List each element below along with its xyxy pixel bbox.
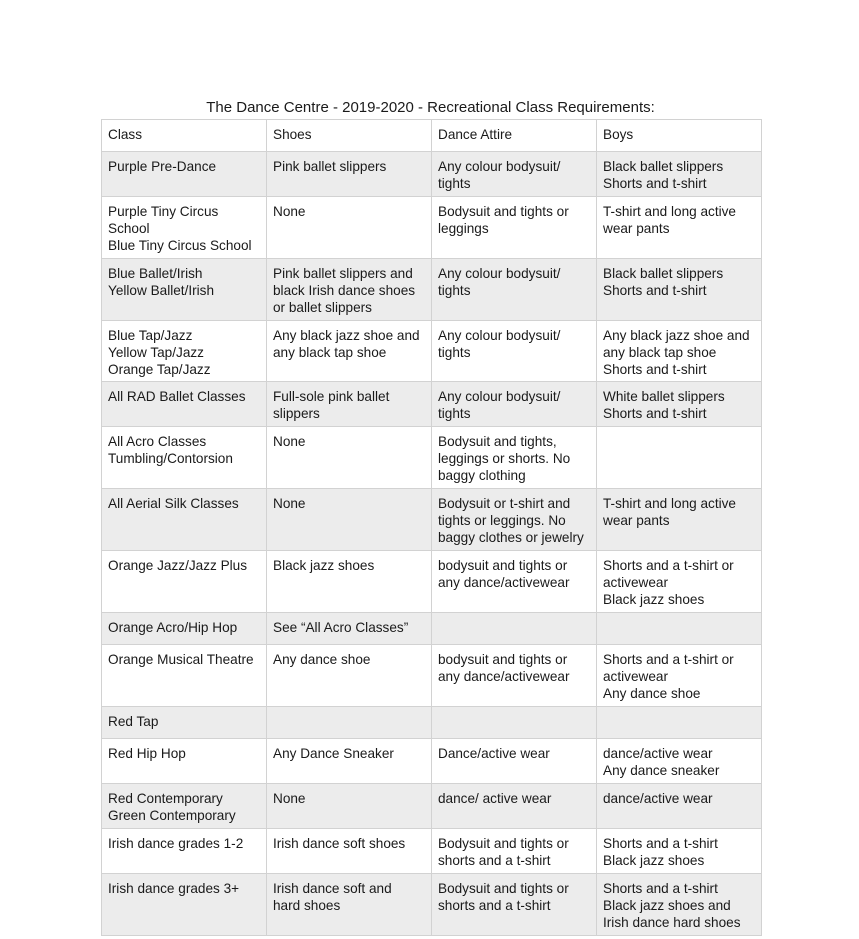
- cell-shoes: [267, 707, 432, 739]
- cell-boys: [597, 707, 762, 739]
- cell-boys: Black ballet slippers Shorts and t-shirt: [597, 152, 762, 197]
- cell-dance-attire: bodysuit and tights or any dance/activewear: [432, 645, 597, 707]
- cell-dance-attire: Bodysuit and tights or shorts and a t-shirt: [432, 874, 597, 936]
- cell-boys: dance/active wear Any dance sneaker: [597, 739, 762, 784]
- cell-dance-attire: Any colour bodysuit/ tights: [432, 259, 597, 321]
- cell-class: Orange Musical Theatre: [102, 645, 267, 707]
- cell-dance-attire: dance/ active wear: [432, 784, 597, 829]
- header-shoes: Shoes: [267, 120, 432, 152]
- cell-boys: [597, 427, 762, 489]
- table-row: [102, 645, 762, 707]
- table-row: [102, 489, 762, 551]
- cell-boys: [597, 613, 762, 645]
- cell-shoes: None: [267, 784, 432, 829]
- cell-boys: T-shirt and long active wear pants: [597, 489, 762, 551]
- cell-boys: White ballet slippers Shorts and t-shirt: [597, 382, 762, 427]
- cell-class: Orange Jazz/Jazz Plus: [102, 551, 267, 613]
- cell-class: Red Tap: [102, 707, 267, 739]
- table-row: [102, 259, 762, 321]
- cell-shoes: Any dance shoe: [267, 645, 432, 707]
- cell-boys: Shorts and a t-shirt or activewear Any dance shoe: [597, 645, 762, 707]
- cell-dance-attire: Bodysuit and tights or shorts and a t-shirt: [432, 829, 597, 874]
- cell-class: Blue Tap/Jazz Yellow Tap/Jazz Orange Tap/Jazz: [102, 321, 267, 382]
- cell-shoes: See “All Acro Classes”: [267, 613, 432, 645]
- cell-dance-attire: Bodysuit or t-shirt and tights or leggings. No baggy clothes or jewelry: [432, 489, 597, 551]
- table-row: [102, 829, 762, 874]
- cell-class: Irish dance grades 1-2: [102, 829, 267, 874]
- table-row: [102, 739, 762, 784]
- cell-class: Red Contemporary Green Contemporary: [102, 784, 267, 829]
- cell-dance-attire: Any colour bodysuit/ tights: [432, 152, 597, 197]
- table-row: [102, 707, 762, 739]
- cell-shoes: Any black jazz shoe and any black tap shoe: [267, 321, 432, 382]
- cell-shoes: Any Dance Sneaker: [267, 739, 432, 784]
- cell-dance-attire: Bodysuit and tights or leggings: [432, 197, 597, 259]
- cell-shoes: Irish dance soft shoes: [267, 829, 432, 874]
- cell-boys: Shorts and a t-shirt Black jazz shoes: [597, 829, 762, 874]
- cell-shoes: Pink ballet slippers and black Irish dance shoes or ballet slippers: [267, 259, 432, 321]
- cell-shoes: Irish dance soft and hard shoes: [267, 874, 432, 936]
- cell-class: All RAD Ballet Classes: [102, 382, 267, 427]
- table-row: [102, 197, 762, 259]
- header-boys: Boys: [597, 120, 762, 152]
- table-body: [102, 152, 762, 936]
- cell-class: All Aerial Silk Classes: [102, 489, 267, 551]
- table-row: [102, 382, 762, 427]
- cell-shoes: None: [267, 427, 432, 489]
- cell-shoes: Full-sole pink ballet slippers: [267, 382, 432, 427]
- table-row: [102, 427, 762, 489]
- table-row: [102, 784, 762, 829]
- cell-shoes: None: [267, 197, 432, 259]
- cell-shoes: Pink ballet slippers: [267, 152, 432, 197]
- table-row: [102, 874, 762, 936]
- cell-dance-attire: Any colour bodysuit/ tights: [432, 382, 597, 427]
- cell-boys: dance/active wear: [597, 784, 762, 829]
- cell-class: Purple Tiny Circus School Blue Tiny Circus School: [102, 197, 267, 259]
- cell-class: Red Hip Hop: [102, 739, 267, 784]
- cell-class: Purple Pre-Dance: [102, 152, 267, 197]
- cell-boys: Black ballet slippers Shorts and t-shirt: [597, 259, 762, 321]
- cell-dance-attire: Bodysuit and tights, leggings or shorts. No baggy clothing: [432, 427, 597, 489]
- header-row: [102, 120, 762, 152]
- header-class: Class: [102, 120, 267, 152]
- cell-dance-attire: Any colour bodysuit/ tights: [432, 321, 597, 382]
- table-row: [102, 551, 762, 613]
- cell-class: Blue Ballet/Irish Yellow Ballet/Irish: [102, 259, 267, 321]
- cell-boys: T-shirt and long active wear pants: [597, 197, 762, 259]
- page-title: The Dance Centre - 2019-2020 - Recreational Class Requirements:: [206, 99, 655, 116]
- cell-boys: Any black jazz shoe and any black tap shoe Shorts and t-shirt: [597, 321, 762, 382]
- cell-shoes: Black jazz shoes: [267, 551, 432, 613]
- cell-boys: Shorts and a t-shirt or activewear Black jazz shoes: [597, 551, 762, 613]
- header-dance-attire: Dance Attire: [432, 120, 597, 152]
- requirements-table: [101, 119, 762, 936]
- cell-class: Irish dance grades 3+: [102, 874, 267, 936]
- table-row: [102, 613, 762, 645]
- cell-boys: Shorts and a t-shirt Black jazz shoes and Irish dance hard shoes: [597, 874, 762, 936]
- table-row: [102, 321, 762, 382]
- table-row: [102, 152, 762, 197]
- cell-dance-attire: Dance/active wear: [432, 739, 597, 784]
- cell-shoes: None: [267, 489, 432, 551]
- cell-class: All Acro Classes Tumbling/Contorsion: [102, 427, 267, 489]
- table-header: [102, 120, 762, 152]
- cell-dance-attire: [432, 707, 597, 739]
- cell-dance-attire: [432, 613, 597, 645]
- cell-class: Orange Acro/Hip Hop: [102, 613, 267, 645]
- cell-dance-attire: bodysuit and tights or any dance/activewear: [432, 551, 597, 613]
